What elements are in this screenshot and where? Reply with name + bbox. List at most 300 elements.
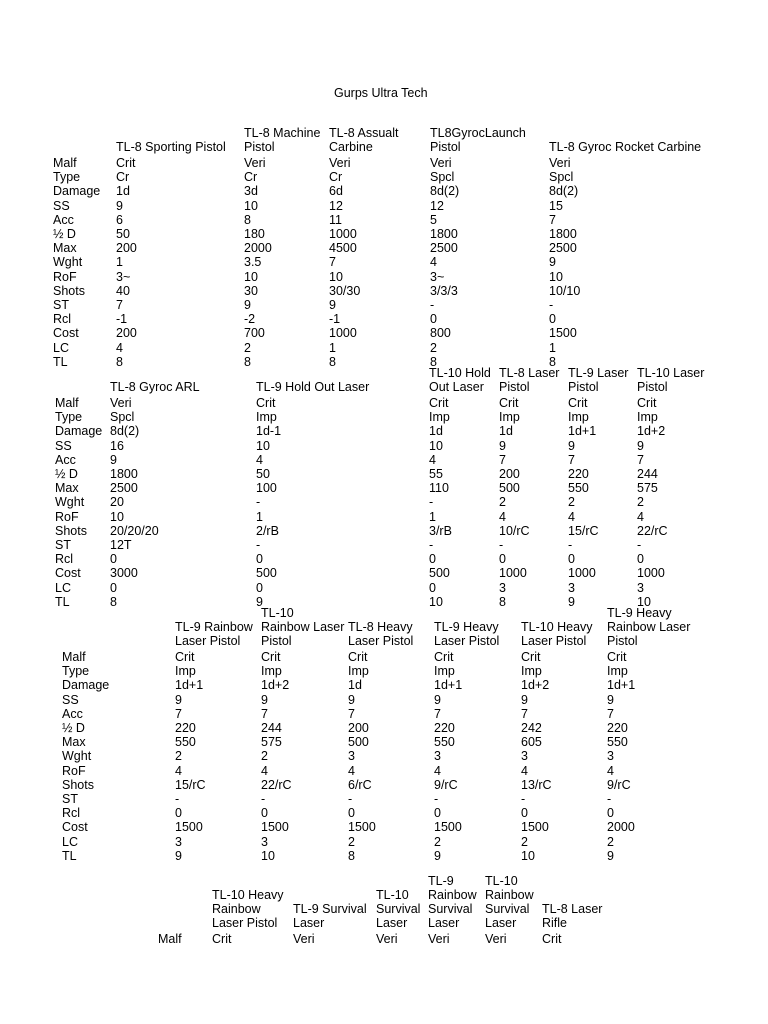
stat-value: 4: [348, 763, 355, 778]
stat-value: 9: [175, 848, 182, 863]
stat-value: 8: [430, 354, 437, 369]
stat-value: 200: [348, 721, 369, 735]
stat-value: Veri: [549, 156, 571, 170]
stat-value: 1d: [348, 678, 362, 693]
stat-value: 9: [261, 692, 268, 707]
stat-value: 100: [256, 481, 277, 496]
stat-value: 3: [499, 580, 506, 595]
stat-value: 0: [261, 806, 268, 821]
stat-value: 2500: [430, 241, 458, 256]
stat-value: 22/rC: [261, 777, 292, 792]
weapon-name: TL-10 Survival Laser: [376, 888, 421, 930]
stat-value: 9: [499, 438, 506, 453]
row-label: Acc: [62, 706, 83, 721]
stat-value: 9: [637, 438, 644, 453]
stat-value: 4: [261, 763, 268, 778]
stat-value: -: [568, 538, 573, 552]
stat-value: 1500: [434, 820, 462, 835]
stat-value: Imp: [256, 410, 277, 425]
stat-value: 3: [637, 580, 644, 595]
stat-value: 0: [110, 580, 117, 595]
weapon-name: TL-8 Gyroc ARL: [110, 380, 200, 394]
stat-value: 3d: [244, 184, 258, 199]
stat-value: Crit: [568, 396, 588, 410]
stat-value: 1000: [329, 326, 357, 341]
stat-value: 9: [256, 594, 263, 609]
stat-value: 0: [430, 312, 437, 327]
stat-value: -: [348, 792, 353, 806]
stat-value: 10: [637, 594, 651, 609]
stat-value: 0: [434, 806, 441, 821]
stat-value: 0: [429, 580, 436, 595]
stat-value: 30: [244, 283, 258, 298]
stat-value: 3: [175, 834, 182, 849]
stat-value: 10: [429, 438, 443, 453]
stat-value: -: [521, 792, 526, 806]
stat-value: -: [637, 538, 642, 552]
weapon-name: TL-10 Rainbow Laser Pistol: [261, 606, 345, 648]
stat-value: Veri: [110, 396, 132, 410]
stat-value: 4: [434, 763, 441, 778]
row-label: TL: [53, 354, 68, 369]
row-label: LC: [53, 340, 69, 355]
stat-value: Imp: [261, 664, 282, 679]
row-label: Damage: [53, 184, 101, 199]
stat-value: 9: [116, 198, 123, 213]
stat-value: 15/rC: [568, 523, 599, 538]
weapon-name: TL-10 Laser Pistol: [637, 366, 705, 394]
stat-value: 800: [430, 326, 451, 341]
stat-value: 220: [607, 721, 628, 735]
stat-value: Crit: [212, 932, 232, 946]
stat-value: 7: [637, 452, 644, 467]
stat-value: 8d(2): [110, 424, 140, 439]
stat-value: 8: [244, 212, 251, 227]
stat-value: 500: [256, 566, 277, 581]
stat-value: 244: [261, 721, 282, 735]
stat-value: Crit: [607, 650, 627, 664]
weapon-name: TL-8 Heavy Laser Pistol: [348, 620, 414, 648]
stat-value: 1800: [430, 227, 458, 241]
stat-value: 10: [110, 509, 124, 524]
stat-value: Imp: [175, 664, 196, 679]
stat-value: 1000: [568, 566, 596, 581]
stat-value: 9: [434, 848, 441, 863]
stat-value: 55: [429, 467, 443, 481]
stat-value: 5: [430, 212, 437, 227]
stat-value: 0: [521, 806, 528, 821]
stat-value: 7: [607, 706, 614, 721]
stat-value: Veri: [244, 156, 266, 170]
weapon-name: TL-9 Hold Out Laser: [256, 380, 370, 394]
stat-value: 3: [521, 749, 528, 764]
row-label: Wght: [53, 255, 83, 270]
stat-value: 0: [568, 552, 575, 567]
row-label: ST: [53, 298, 69, 312]
stat-value: 10: [244, 198, 258, 213]
stat-value: 1: [116, 255, 123, 270]
row-label: Cost: [55, 566, 81, 581]
stat-value: 8: [116, 354, 123, 369]
weapon-name: TL-8 Gyroc Rocket Carbine: [549, 140, 702, 154]
stat-value: 9: [244, 298, 251, 312]
stat-value: 500: [348, 735, 369, 750]
stat-value: 7: [261, 706, 268, 721]
stat-value: Imp: [568, 410, 589, 425]
stat-value: 4: [499, 509, 506, 524]
stat-value: Imp: [637, 410, 658, 425]
page-title: Gurps Ultra Tech: [334, 86, 428, 100]
row-label: TL: [55, 594, 70, 609]
row-label: Malf: [53, 156, 77, 170]
stat-value: Spcl: [430, 170, 455, 185]
stat-value: 8: [110, 594, 117, 609]
stat-value: -2: [244, 312, 256, 327]
stat-value: 575: [261, 735, 282, 750]
stat-value: 12: [430, 198, 444, 213]
stat-value: Crit: [175, 650, 195, 664]
stat-value: -1: [329, 312, 341, 327]
stat-value: 0: [348, 806, 355, 821]
stat-value: Imp: [429, 410, 450, 425]
stat-value: Crit: [429, 396, 449, 410]
stat-value: 1d+2: [637, 424, 666, 439]
stat-value: 500: [429, 566, 450, 581]
stat-value: 20/20/20: [110, 523, 159, 538]
stat-value: 7: [116, 298, 123, 312]
stat-value: 1500: [261, 820, 289, 835]
stat-value: 9: [549, 255, 556, 270]
stat-value: 3: [261, 834, 268, 849]
stat-value: Veri: [293, 932, 315, 946]
stat-value: 3: [607, 749, 614, 764]
stat-value: 1500: [175, 820, 203, 835]
stat-value: 1500: [521, 820, 549, 835]
stat-value: 9: [568, 438, 575, 453]
stat-value: Crit: [256, 396, 276, 410]
stat-value: 4: [256, 452, 263, 467]
stat-value: 2: [430, 340, 437, 355]
stat-value: 2/rB: [256, 523, 279, 538]
stat-value: 2: [348, 834, 355, 849]
weapon-name: TL-10 Heavy Laser Pistol: [521, 620, 593, 648]
weapon-name: TL-10 Heavy Rainbow Laser Pistol: [212, 888, 284, 930]
weapon-name: TL-10 Rainbow Survival Laser: [485, 874, 534, 930]
stat-value: 1500: [348, 820, 376, 835]
stat-value: 1d+1: [607, 678, 636, 693]
stat-value: 4: [429, 452, 436, 467]
stat-value: 9: [110, 452, 117, 467]
stat-value: 200: [116, 326, 137, 341]
stat-value: 10: [329, 269, 343, 284]
stat-value: 7: [434, 706, 441, 721]
stat-value: 3/rB: [429, 523, 452, 538]
row-label: Max: [55, 481, 79, 496]
row-label: Shots: [53, 283, 85, 298]
stat-value: Crit: [261, 650, 281, 664]
row-label: SS: [53, 198, 70, 213]
row-label: RoF: [62, 763, 86, 778]
stat-value: 1d: [499, 424, 513, 439]
stat-value: 1000: [329, 227, 357, 241]
stat-value: 20: [110, 495, 124, 510]
row-label: ½ D: [55, 467, 78, 481]
row-label: RoF: [55, 509, 79, 524]
weapon-name: TL-8 Sporting Pistol: [116, 140, 226, 154]
stat-value: Imp: [434, 664, 455, 679]
row-label: Malf: [55, 396, 79, 410]
row-label: Acc: [53, 212, 74, 227]
row-label: Type: [62, 664, 90, 679]
stat-value: 550: [568, 481, 589, 496]
stat-value: Crit: [499, 396, 519, 410]
stat-value: 550: [607, 735, 628, 750]
stat-value: 2000: [244, 241, 272, 256]
stat-value: Crit: [116, 156, 136, 170]
stat-value: Veri: [329, 156, 351, 170]
stat-value: 9: [607, 848, 614, 863]
row-label: Cost: [62, 820, 88, 835]
stat-value: 9/rC: [434, 777, 458, 792]
stat-value: 9: [434, 692, 441, 707]
row-label: Rcl: [62, 806, 81, 821]
stat-value: Imp: [499, 410, 520, 425]
stat-value: Cr: [116, 170, 130, 185]
stat-value: 1000: [499, 566, 527, 581]
stat-value: 10: [521, 848, 535, 863]
stat-value: 10: [549, 269, 563, 284]
stat-value: Imp: [607, 664, 628, 679]
stat-value: 8: [329, 354, 336, 369]
weapon-name: TL-9 Rainbow Laser Pistol: [175, 620, 253, 648]
stat-value: 2: [434, 834, 441, 849]
stat-value: 10: [429, 594, 443, 609]
stat-value: 2: [637, 495, 644, 510]
stat-value: -1: [116, 312, 128, 327]
row-label: ST: [55, 538, 71, 552]
stat-value: 10/rC: [499, 523, 530, 538]
stat-value: Veri: [428, 932, 450, 946]
weapon-name: TL-8 Assualt Carbine: [329, 126, 399, 154]
weapon-name: TL-8 Laser Pistol: [499, 366, 560, 394]
stat-value: 1d: [116, 184, 130, 199]
stat-value: 2: [568, 495, 575, 510]
stat-value: 9: [348, 692, 355, 707]
stat-value: 9: [175, 692, 182, 707]
stat-value: Veri: [430, 156, 452, 170]
stat-value: -: [429, 495, 434, 510]
stat-value: -: [607, 792, 612, 806]
stat-value: 12T: [110, 538, 132, 552]
stat-value: 200: [116, 241, 137, 256]
row-label: ST: [62, 792, 78, 806]
stat-value: 1d+1: [568, 424, 597, 439]
weapon-name: TL-9 Heavy Rainbow Laser Pistol: [607, 606, 691, 648]
stat-value: Crit: [434, 650, 454, 664]
row-label: TL: [62, 848, 77, 863]
stat-value: 7: [175, 706, 182, 721]
stat-value: 220: [434, 721, 455, 735]
row-label: Shots: [55, 523, 87, 538]
stat-value: 500: [499, 481, 520, 496]
stat-value: 16: [110, 438, 124, 453]
row-label: Type: [55, 410, 83, 425]
stat-value: 2: [175, 749, 182, 764]
stat-value: 8d(2): [430, 184, 460, 199]
stat-value: 9: [607, 692, 614, 707]
stat-value: 30/30: [329, 283, 361, 298]
weapon-name: TL-8 Laser Rifle: [542, 902, 603, 930]
row-label: Cost: [53, 326, 79, 341]
stat-value: 8: [499, 594, 506, 609]
stat-value: 0: [637, 552, 644, 567]
stat-value: 9: [568, 594, 575, 609]
stat-value: 2: [499, 495, 506, 510]
stat-value: 4500: [329, 241, 357, 256]
stat-value: 10: [261, 848, 275, 863]
stat-value: 550: [434, 735, 455, 750]
stat-value: 9/rC: [607, 777, 631, 792]
row-label: Damage: [55, 424, 103, 439]
row-label: LC: [62, 834, 78, 849]
stat-value: 2: [607, 834, 614, 849]
stat-value: 22/rC: [637, 523, 668, 538]
stat-value: 6/rC: [348, 777, 372, 792]
stat-value: 7: [329, 255, 336, 270]
stat-value: Imp: [521, 664, 542, 679]
stat-value: 10/10: [549, 283, 581, 298]
stat-value: -: [256, 538, 261, 552]
row-label: Max: [53, 241, 77, 256]
row-label: Damage: [62, 678, 110, 693]
stat-value: Crit: [521, 650, 541, 664]
stat-value: 0: [429, 552, 436, 567]
stat-value: 7: [568, 452, 575, 467]
stat-value: 1d+1: [175, 678, 204, 693]
stat-value: 0: [256, 580, 263, 595]
stat-value: 2: [521, 834, 528, 849]
row-label: RoF: [53, 269, 77, 284]
stat-value: 3/3/3: [430, 283, 458, 298]
stat-value: 242: [521, 721, 542, 735]
stat-value: 10: [256, 438, 270, 453]
weapon-name: TL-10 Hold Out Laser: [429, 366, 491, 394]
stat-value: -: [175, 792, 180, 806]
stat-value: 1500: [549, 326, 577, 341]
row-label: Max: [62, 735, 86, 750]
row-label: Acc: [55, 452, 76, 467]
stat-value: 575: [637, 481, 658, 496]
stat-value: 0: [549, 312, 556, 327]
stat-value: Veri: [376, 932, 398, 946]
stat-value: 8d(2): [549, 184, 579, 199]
stat-value: 7: [549, 212, 556, 227]
stat-value: 3.5: [244, 255, 262, 270]
stat-value: 2500: [110, 481, 138, 496]
stat-value: 1: [549, 340, 556, 355]
stat-value: 1d-1: [256, 424, 282, 439]
row-label: Malf: [158, 932, 182, 946]
stat-value: 0: [607, 806, 614, 821]
stat-value: 605: [521, 735, 542, 750]
stat-value: -: [499, 538, 504, 552]
stat-value: Imp: [348, 664, 369, 679]
row-label: ½ D: [62, 721, 85, 735]
weapon-name: TL-9 Heavy Laser Pistol: [434, 620, 500, 648]
row-label: Rcl: [53, 312, 72, 327]
stat-value: 7: [348, 706, 355, 721]
stat-value: Crit: [542, 932, 562, 946]
stat-value: 550: [175, 735, 196, 750]
stat-value: -: [261, 792, 266, 806]
stat-value: 180: [244, 227, 265, 241]
stat-value: 4: [637, 509, 644, 524]
stat-value: Crit: [348, 650, 368, 664]
stat-value: 12: [329, 198, 343, 213]
stat-value: 4: [607, 763, 614, 778]
stat-value: 3: [348, 749, 355, 764]
stat-value: 0: [499, 552, 506, 567]
row-label: Wght: [55, 495, 85, 510]
stat-value: 0: [110, 552, 117, 567]
stat-value: 11: [329, 212, 342, 227]
stat-value: 4: [521, 763, 528, 778]
stat-value: 700: [244, 326, 265, 341]
stat-value: 220: [568, 467, 589, 481]
stat-value: 3: [568, 580, 575, 595]
stat-value: -: [434, 792, 439, 806]
weapon-name: TL8GyrocLaunch Pistol: [430, 126, 526, 154]
stat-value: 220: [175, 721, 196, 735]
stat-value: 9: [329, 298, 336, 312]
stat-value: Cr: [329, 170, 343, 185]
stat-value: -: [429, 538, 434, 552]
stat-value: 15/rC: [175, 777, 206, 792]
row-label: SS: [55, 438, 72, 453]
stat-value: -: [430, 298, 435, 312]
stat-value: 6d: [329, 184, 343, 199]
stat-value: 50: [256, 467, 270, 481]
stat-value: Cr: [244, 170, 258, 185]
stat-value: 4: [568, 509, 575, 524]
stat-value: 3: [434, 749, 441, 764]
stat-value: 2500: [549, 241, 577, 256]
stat-value: 6: [116, 212, 123, 227]
stat-value: -: [256, 495, 261, 510]
stat-value: 0: [175, 806, 182, 821]
stat-value: 13/rC: [521, 777, 552, 792]
weapon-name: TL-9 Rainbow Survival Laser: [428, 874, 477, 930]
stat-value: 40: [116, 283, 130, 298]
row-label: Rcl: [55, 552, 74, 567]
stat-value: Spcl: [110, 410, 135, 425]
stat-value: 1: [429, 509, 436, 524]
stat-value: Veri: [485, 932, 507, 946]
stat-value: 4: [116, 340, 123, 355]
stat-value: 4: [430, 255, 437, 270]
row-label: Wght: [62, 749, 92, 764]
stat-value: 1: [329, 340, 336, 355]
row-label: SS: [62, 692, 79, 707]
stat-value: 1800: [549, 227, 577, 241]
stat-value: Crit: [637, 396, 657, 410]
stat-value: 7: [521, 706, 528, 721]
stat-value: 1000: [637, 566, 665, 581]
row-label: Shots: [62, 777, 94, 792]
row-label: Type: [53, 170, 81, 185]
stat-value: 1d: [429, 424, 443, 439]
stat-value: 1d+2: [261, 678, 290, 693]
